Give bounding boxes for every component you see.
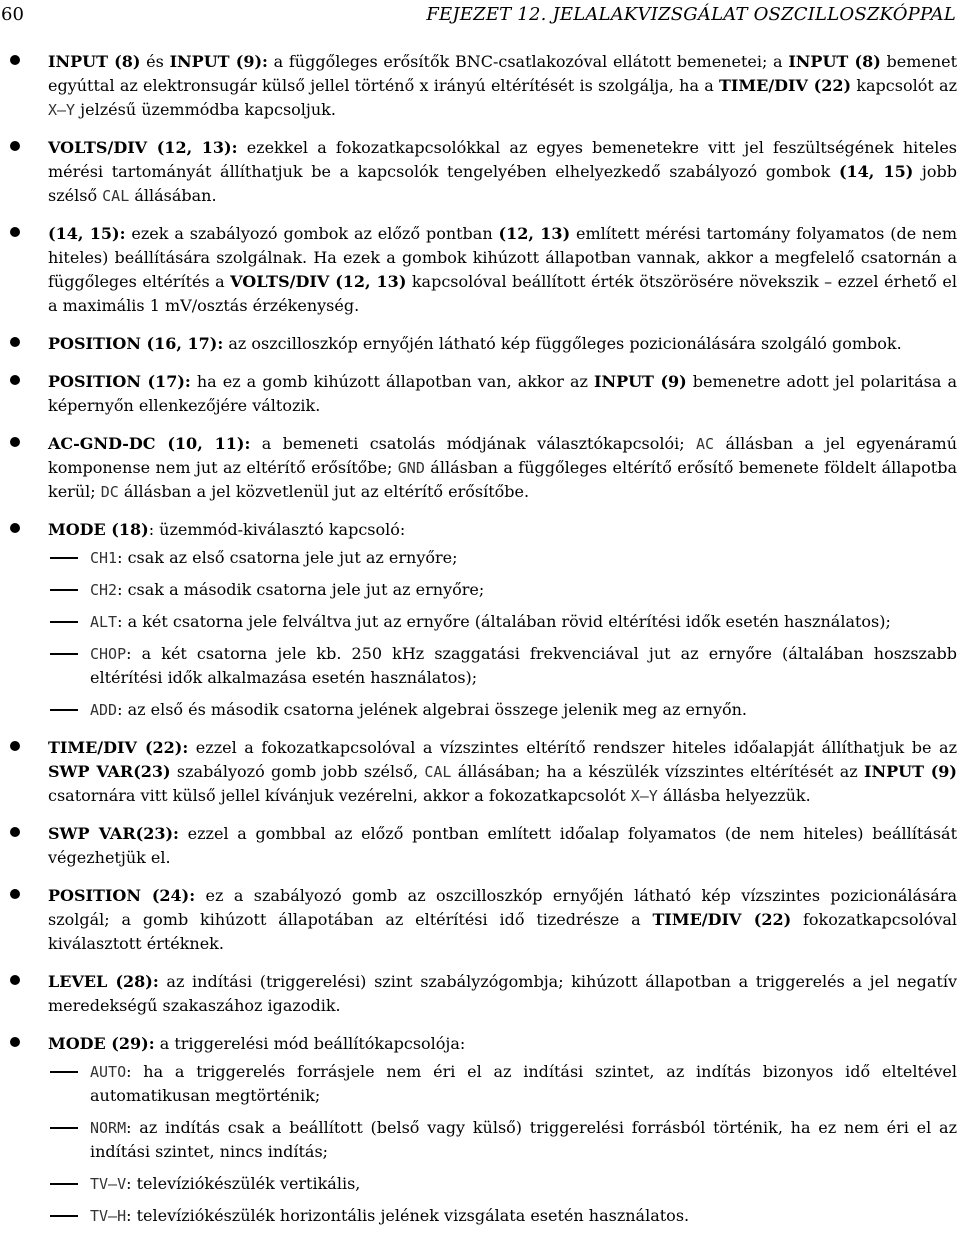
list-item [0,50,957,122]
term: SWP VAR(23): [48,824,179,843]
document-body [0,50,957,1242]
term: (14, 15): [48,224,126,243]
text: állásában; ha a készülék vízszintes eltérítését az [451,762,864,781]
sub-item [0,1204,957,1228]
dash-icon [50,709,78,711]
text: kapcsolóval beállított érték ötszörösére növekszik – ezzel érhető el a maximális 1 mV/osztás érzékenység. [48,272,957,315]
term: POSITION (17): [48,372,191,391]
bullet-icon [10,337,20,347]
list-item [0,1032,957,1056]
sub-item [0,1172,957,1196]
term: VOLTS/DIV (12, 13): [48,138,238,157]
text: állásba helyezzük. [657,786,811,805]
code: CH1 [90,549,118,567]
dash-icon [50,621,78,623]
text: : az indítás csak a beállított (belső vagy külső) triggerelési forrásból történik, ha ez nem éri el az indítási szintet, nincs indítás; [90,1118,957,1161]
list-item [0,884,957,956]
text: : televíziókészülék horizontális jelének vizsgálata esetén használatos. [126,1206,690,1225]
dash-icon [50,589,78,591]
bullet-icon [10,827,20,837]
chapter-title: FEJEZET 12. JELALAKVIZSGÁLAT OSZCILLOSZKÓPPAL [426,4,956,25]
term: INPUT (8) [788,52,881,71]
list-item [0,970,957,1018]
dash-icon [50,653,78,655]
term: TIME/DIV (22) [719,76,852,95]
text: csatornára vitt külső jellel kívánjuk vezérelni, akkor a fokozatkapcsolót [48,786,631,805]
sub-item [0,1116,957,1164]
term: TIME/DIV (22) [652,910,792,929]
term: TIME/DIV (22): [48,738,189,757]
text: állásban a jel közvetlenül jut az eltérítő erősítőbe. [118,482,530,501]
text: állásban a függőleges eltérítő erősítő bemenete földelt állapotba kerül; [48,458,957,501]
code: CHOP [90,645,127,663]
term: INPUT (9) [863,762,958,781]
bullet-icon [10,741,20,751]
text: ezzel a fokozatkapcsolóval a vízszintes eltérítő rendszer hiteles időalapját állíthatjuk be az [188,738,958,757]
term: (12, 13) [498,224,571,243]
code: X–Y [630,787,658,805]
sub-item [0,610,957,634]
text: bemenet egyúttal az elektronsugár külső jellel történő x irányú eltérítését is szolgálja, ha a [48,52,958,95]
term: INPUT (9) [593,372,687,391]
page-number: 60 [1,4,24,25]
text: : a két csatorna jele kb. 250 kHz szaggatási frekvenciával jut az ernyőre (általában hoszszabb eltérítési idők alkalmazása esetén használatos); [90,644,957,687]
text: ha ez a gomb kihúzott állapotban van, akkor az [190,372,594,391]
term: (14, 15) [838,162,914,181]
text: a bemeneti csatolás módjának választókapcsolói; [250,434,697,453]
text: jobb szélső [48,162,958,205]
text: ezekkel a fokozatkapcsolókkal az egyes bemenetekre vitt jel feszültségének hiteles mérési tartományát állíthatjuk be a kapcsolók tengelyében elhelyezkedő szabályozó gombok [48,138,957,181]
text: és [140,52,170,71]
term: MODE (18) [48,520,149,539]
term: VOLTS/DIV (12, 13) [230,272,407,291]
dash-icon [50,1127,78,1129]
code: TV–H [90,1207,127,1225]
list-item [0,822,957,870]
list-item [0,370,957,418]
text: : üzemmód-kiválasztó kapcsoló: [148,520,406,539]
sub-item [0,546,957,570]
bullet-icon [10,975,20,985]
dash-icon [50,1183,78,1185]
bullet-icon [10,227,20,237]
code: DC [100,483,119,501]
term: INPUT (8) [48,52,141,71]
text: fokozatkapcsolóval kiválasztott értéknek. [48,910,958,953]
list-item [0,332,957,356]
term: POSITION (24): [48,886,196,905]
bullet-icon [10,141,20,151]
code: X–Y [48,101,76,119]
code: CH2 [90,581,118,599]
term: LEVEL (28): [48,972,159,991]
text: a triggerelési mód beállítókapcsolója: [154,1034,466,1053]
text: : csak az első csatorna jele jut az ernyőre; [117,548,458,567]
mode29-sublist [0,1060,957,1228]
code: TV–V [90,1175,127,1193]
list-item [0,222,957,318]
dash-icon [50,1071,78,1073]
sub-item [0,642,957,690]
text: a függőleges erősítők BNC-csatlakozóval ellátott bemenetei; a [267,52,789,71]
bullet-icon [10,523,20,533]
bullet-icon [10,889,20,899]
dash-icon [50,557,78,559]
text: : a két csatorna jele felváltva jut az ernyőre (általában rövid eltérítési idők esetén használatos); [117,612,891,631]
text: állásban a jel egyenáramú komponense nem jut az eltérítő erősítőbe; [48,434,958,477]
term: SWP VAR(23) [48,762,171,781]
dash-icon [50,1215,78,1217]
bullet-icon [10,55,20,65]
sub-item [0,1060,957,1108]
page-header [0,4,960,28]
text: : az első és második csatorna jelének algebrai összege jelenik meg az ernyőn. [117,700,747,719]
bullet-icon [10,1037,20,1047]
code: AC [696,435,715,453]
list-item [0,518,957,542]
text: ezzel a gombbal az előző pontban említett időalap folyamatos (de nem hiteles) beállítását végezhetjük el. [48,824,957,867]
text: : csak a második csatorna jele jut az ernyőre; [117,580,485,599]
text: állásában. [129,186,217,205]
code: NORM [90,1119,127,1137]
term: INPUT (9): [169,52,268,71]
list-item [0,736,957,808]
mode18-sublist [0,546,957,722]
text: : televíziókészülék vertikális, [126,1174,361,1193]
text: említett mérési tartomány folyamatos (de nem hiteles) beállítására szolgálnak. Ha ezek a gombok kihúzott állapotban vannak, akkor a megfelelő csatornán a függőleges eltérítés a [48,224,957,291]
sub-item [0,698,957,722]
code: ALT [90,613,118,631]
text: szabályozó gomb jobb szélső, [170,762,425,781]
text: jelzésű üzemmódba kapcsoljuk. [75,100,336,119]
term: AC-GND-DC (10, 11): [48,434,251,453]
text: az indítási (triggerelési) szint szabályzógombja; kihúzott állapotban a triggerelés a jel negatív meredekségű szakaszához igazodik. [48,972,958,1015]
code: AUTO [90,1063,127,1081]
list-item [0,432,957,504]
term: POSITION (16, 17): [48,334,224,353]
code: ADD [90,701,118,719]
text: : ha a triggerelés forrásjele nem éri el az indítási szintet, az indítás bizonyos idő elteltével automatikusan megtörténik; [90,1062,957,1105]
text: kapcsolót az [851,76,957,95]
text: ezek a szabályozó gombok az előző pontban [125,224,499,243]
sub-item [0,578,957,602]
bullet-icon [10,437,20,447]
code: CAL [102,187,130,205]
text: ez a szabályozó gomb az oszcilloszkóp ernyőjén látható kép vízszintes pozicionálására szolgál; a gomb kihúzott állapotában az eltérítési idő tizedrésze a [48,886,958,929]
code: GND [397,459,425,477]
term: MODE (29): [48,1034,155,1053]
bullet-icon [10,375,20,385]
text: bemenetre adott jel polaritása a képernyőn ellenkezőjére változik. [48,372,957,415]
text: az oszcilloszkóp ernyőjén látható kép függőleges pozicionálására szolgáló gombok. [223,334,902,353]
list-item [0,136,957,208]
code: CAL [424,763,452,781]
